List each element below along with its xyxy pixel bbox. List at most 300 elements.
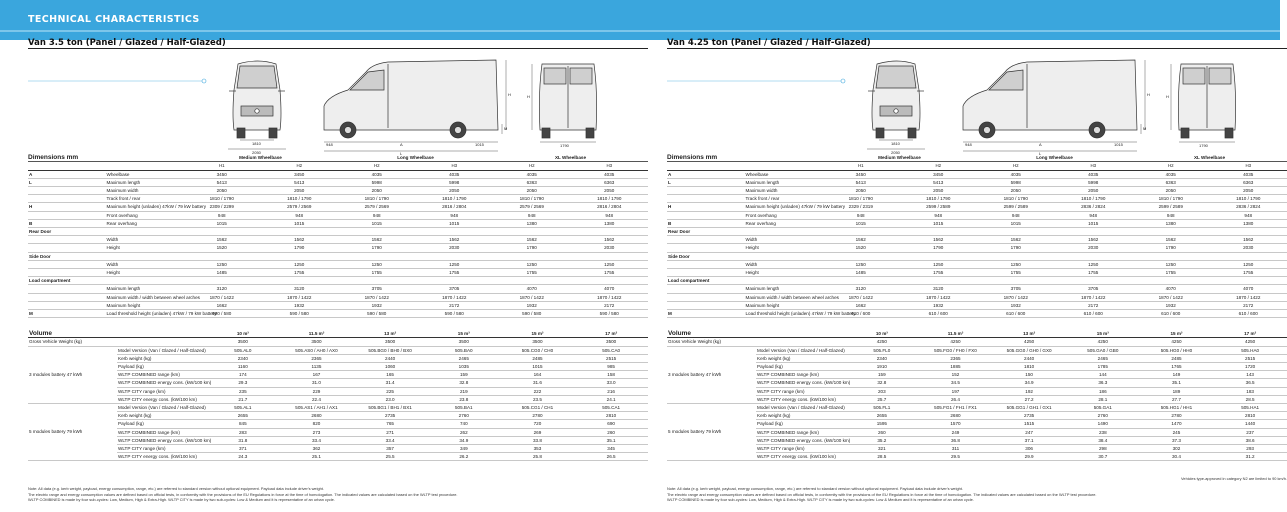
van-drawings <box>28 54 648 154</box>
header-bar <box>0 0 1280 40</box>
table-row <box>28 428 648 436</box>
cell-value: 249 <box>919 428 993 436</box>
cell-value: 1662 <box>822 301 900 309</box>
cell-value: 1810 / 1790 <box>1210 195 1287 203</box>
table-row <box>28 211 648 219</box>
cell-value: 283 <box>206 428 280 436</box>
dim-track: 1810 <box>252 141 261 146</box>
cell-value: 948 <box>977 211 1055 219</box>
cell-value: 1755 <box>571 268 649 276</box>
cell-value: 948 <box>822 211 900 219</box>
cell-value: 1250 <box>183 260 261 268</box>
cell-value: 505.HG0 / HH0 <box>1140 346 1214 354</box>
cell-value: 1810 / 1790 <box>261 195 339 203</box>
cell-value: 216 <box>574 387 648 395</box>
cell-value: 505.AL0 <box>206 346 280 354</box>
cell-value: 28.1 <box>1066 395 1140 403</box>
row-key: A <box>667 170 745 178</box>
dim-height: H <box>508 92 511 97</box>
cell-value: 505.BA1 <box>427 403 501 411</box>
cell-value: 25.1 <box>280 453 354 461</box>
cell-value: 1250 <box>493 260 571 268</box>
cell-value: 4035 <box>1210 170 1287 178</box>
note-line: The electric range and energy consumption values are defined based on official tests, in conformity with the provisions of the EU Regulations in force at the time of homologation. The indicated values are calculated based on the WLTP test procedure. <box>28 491 458 497</box>
height-col: H1 <box>822 162 900 170</box>
volume-col: 17 m³ <box>1213 330 1287 338</box>
cell-value: 1485 <box>183 268 261 276</box>
cell-value: 765 <box>353 420 427 428</box>
cell-value: 2050 <box>1055 186 1133 194</box>
cell-value: 3705 <box>977 285 1055 293</box>
cell-value: 1250 <box>416 260 494 268</box>
cell-value: 505.CG0 / CH0 <box>501 346 575 354</box>
blank-cell <box>667 162 745 170</box>
note-line: The electric range and energy consumption values are defined based on official tests, in conformity with the provisions of the EU Regulations in force at the time of homologation. The indicated values are calculated based on the WLTP test procedure. <box>667 491 1097 497</box>
cell-value: 5998 <box>338 178 416 186</box>
cell-value: 1470 <box>1140 420 1214 428</box>
cell-value: 505.GG1 / GH1 / GX1 <box>992 403 1066 411</box>
table-row <box>28 178 648 186</box>
cell-value: 5413 <box>822 178 900 186</box>
table-row <box>667 354 1287 362</box>
cell-value: 2050 <box>977 186 1055 194</box>
cell-value: 720 <box>501 420 575 428</box>
height-col: H2 <box>261 162 339 170</box>
cell-value: 1662 <box>183 301 261 309</box>
table-row <box>28 285 648 293</box>
section-row <box>28 227 648 235</box>
cell-value: 1520 <box>822 244 900 252</box>
cell-value: 302 <box>1140 444 1214 452</box>
height-col: H2 <box>338 162 416 170</box>
row-label: WLTP COMBINED range (km) <box>117 371 206 379</box>
cell-value: 262 <box>427 428 501 436</box>
dim-width: 2050 <box>252 150 261 155</box>
cell-value: 1015 <box>900 219 978 227</box>
table-row <box>28 453 648 461</box>
cell-value: 3450 <box>183 170 261 178</box>
cell-value: 505.HG1 / HH1 <box>1140 403 1214 411</box>
row-label: Model Version (Van / Glazed / Half-Glazed) <box>757 347 845 353</box>
dim-rear-h: H <box>527 94 530 99</box>
cell-value: 4070 <box>571 285 649 293</box>
cell-value: 2050 <box>1210 186 1287 194</box>
cell-value: 505.AS1 / AH1 / AX1 <box>280 403 354 411</box>
cell-value: 3120 <box>183 285 261 293</box>
row-label: WLTP CITY range (km) <box>117 444 206 452</box>
cell-value: 590 / 580 <box>338 309 416 317</box>
row-label: Maximum length <box>106 178 184 186</box>
table-row <box>28 436 648 444</box>
row-label: Width <box>106 260 184 268</box>
section-title: Van 3.5 ton (Panel / Glazed / Half-Glazed) <box>28 38 226 48</box>
row-key <box>28 268 106 276</box>
cell-value: 1755 <box>493 268 571 276</box>
row-label: Model Version (Van / Glazed / Half-Glazed) <box>118 347 206 353</box>
cell-value: 1785 <box>1066 362 1140 370</box>
height-col: H2 <box>977 162 1055 170</box>
cell-value: 610 / 600 <box>900 309 978 317</box>
cell-value: 1765 <box>1140 362 1214 370</box>
cell-value: 610 / 600 <box>977 309 1055 317</box>
cell-value: 1250 <box>822 260 900 268</box>
row-label: WLTP CITY energy cons. (kW/100 km) <box>756 395 845 403</box>
cell-value: 948 <box>261 211 339 219</box>
cell-value: 273 <box>280 428 354 436</box>
cell-value: 189 <box>1140 387 1214 395</box>
cell-value: 3450 <box>822 170 900 178</box>
cell-value: 2050 <box>571 186 649 194</box>
cell-value: 6363 <box>571 178 649 186</box>
row-label: WLTP COMBINED energy cons. (kW/100 km) <box>118 437 212 443</box>
wheelbase-group: Long Wheelbase <box>338 154 493 162</box>
dim-rear-width: 1790 <box>1199 143 1208 148</box>
dimensions-title: Dimensions mm <box>28 154 183 162</box>
cell-value: 2030 <box>1055 244 1133 252</box>
header-row <box>667 330 1287 338</box>
van-front-view <box>229 61 285 138</box>
cell-value: 2579 / 2569 <box>261 203 339 211</box>
cell-value: 985 <box>574 362 648 370</box>
cell-value: 1562 <box>1132 236 1210 244</box>
cell-value: 167 <box>280 371 354 379</box>
cell-value: 948 <box>571 211 649 219</box>
volume-table <box>28 330 648 461</box>
cell-value: 245 <box>1140 428 1214 436</box>
row-label: Load threshold height (unladen) 47kW / 79 kW battery <box>106 310 217 316</box>
cell-value: 28.5 <box>1213 395 1287 403</box>
table-row <box>28 309 648 317</box>
cell-value: 505.GG0 / GH0 / GX0 <box>992 346 1066 354</box>
cell-value: 2599 / 2589 <box>900 203 978 211</box>
table-row <box>667 428 1287 436</box>
table-row <box>667 387 1287 395</box>
van-front-view <box>868 61 924 138</box>
row-label: Front overhang <box>106 211 184 219</box>
cell-value: 1015 <box>1055 219 1133 227</box>
row-key <box>667 186 745 194</box>
row-key: L <box>667 178 745 186</box>
table-row <box>28 420 648 428</box>
cell-value: 165 <box>353 371 427 379</box>
table-row <box>28 195 648 203</box>
row-label: Maximum height <box>106 301 184 309</box>
dimensions-table <box>667 154 1287 318</box>
cell-value: 293 <box>1213 444 1287 452</box>
cell-value: 31.2 <box>1213 453 1287 461</box>
cell-value: 1870 / 1422 <box>493 293 571 301</box>
cell-value: 505.FL1 <box>845 403 919 411</box>
section-row <box>667 227 1287 235</box>
section-label: Rear Door <box>667 227 1287 235</box>
cell-value: 2050 <box>493 186 571 194</box>
cell-value: 164 <box>501 371 575 379</box>
cell-value: 6363 <box>1210 178 1287 186</box>
cell-value: 2172 <box>571 301 649 309</box>
cell-value: 1562 <box>1210 236 1287 244</box>
cell-value: 4070 <box>493 285 571 293</box>
cell-value: 505.HA0 <box>1213 346 1287 354</box>
cell-value: 1380 <box>1132 219 1210 227</box>
cell-value: 1720 <box>1213 362 1287 370</box>
row-label: Maximum width / width between wheel arches <box>106 294 200 300</box>
cell-value: 1870 / 1422 <box>1210 293 1287 301</box>
row-key <box>667 293 745 301</box>
cell-value: 3705 <box>1055 285 1133 293</box>
cell-value: 1250 <box>338 260 416 268</box>
cell-value: 34.9 <box>427 436 501 444</box>
row-label: Height <box>106 244 184 252</box>
cell-value: 948 <box>1210 211 1287 219</box>
cell-value: 2030 <box>416 244 494 252</box>
cell-value: 1562 <box>900 236 978 244</box>
cell-value: 505.GA1 <box>1066 403 1140 411</box>
cell-value: 222 <box>501 387 575 395</box>
table-row <box>667 453 1287 461</box>
cell-value: 2485 <box>501 354 575 362</box>
cell-value: 1870 / 1422 <box>338 293 416 301</box>
cell-value: 1250 <box>977 260 1055 268</box>
cell-value: 1870 / 1422 <box>183 293 261 301</box>
row-label: WLTP CITY range (km) <box>756 444 845 452</box>
cell-value: 31.0 <box>280 379 354 387</box>
row-key <box>28 285 106 293</box>
dimensions-grid <box>667 154 1287 318</box>
cell-value: 2655 <box>206 412 280 420</box>
row-key: M <box>667 309 745 317</box>
cell-value: 590 / 580 <box>183 309 261 317</box>
table-row <box>667 362 1287 370</box>
cell-value: 3500 <box>501 338 575 346</box>
dim-front-overhang: 948 <box>965 142 972 147</box>
volume-col: 11.5 m³ <box>919 330 993 338</box>
cell-value: 33.4 <box>280 436 354 444</box>
row-key <box>667 268 745 276</box>
cell-value: 610 / 600 <box>1055 309 1133 317</box>
cell-value: 1932 <box>900 301 978 309</box>
cell-value: 34.9 <box>992 379 1066 387</box>
dim-track: 1810 <box>891 141 900 146</box>
right-section <box>667 40 1287 512</box>
row-label: WLTP COMBINED range (km) <box>756 428 845 436</box>
wheelbase-group: XL Wheelbase <box>1132 154 1287 162</box>
cell-value: 2810 <box>574 412 648 420</box>
cell-value: 2515 <box>1213 354 1287 362</box>
gvw-row <box>667 338 1287 346</box>
row-label: Front overhang <box>745 211 823 219</box>
table-row <box>667 436 1287 444</box>
cell-value: 1015 <box>338 219 416 227</box>
cell-value: 2309 / 2299 <box>183 203 261 211</box>
row-label: Rear overhang <box>106 219 184 227</box>
cell-value: 150 <box>992 371 1066 379</box>
volume-col: 13 m³ <box>353 330 427 338</box>
cell-value: 948 <box>183 211 261 219</box>
table-row <box>667 395 1287 403</box>
dimensions-title: Dimensions mm <box>667 154 822 162</box>
battery-group: 5 modules battery 79 kWh <box>28 403 117 460</box>
cell-value: 948 <box>416 211 494 219</box>
cell-value: 33.4 <box>353 436 427 444</box>
cell-value: 2599 / 2589 <box>977 203 1055 211</box>
dim-front-overhang: 948 <box>326 142 333 147</box>
table-row <box>667 186 1287 194</box>
table-row <box>667 195 1287 203</box>
table-row <box>667 211 1287 219</box>
cell-value: 1380 <box>493 219 571 227</box>
cell-value: 1870 / 1422 <box>900 293 978 301</box>
row-label: WLTP COMBINED energy cons. (kW/100 km) <box>757 380 851 386</box>
section-label: Load compartment <box>28 277 648 285</box>
cell-value: 590 / 580 <box>571 309 649 317</box>
cell-value: 3120 <box>900 285 978 293</box>
cell-value: 1015 <box>501 362 575 370</box>
cell-value: 4250 <box>1140 338 1214 346</box>
cell-value: 1810 / 1790 <box>571 195 649 203</box>
dim-length: L <box>400 151 403 156</box>
dim-step: M <box>504 126 508 131</box>
cell-value: 1160 <box>206 362 280 370</box>
cell-value: 260 <box>574 428 648 436</box>
table-row <box>667 444 1287 452</box>
table-row <box>667 379 1287 387</box>
battery-group: 3 modules battery 47 kWh <box>667 346 756 403</box>
cell-value: 3705 <box>338 285 416 293</box>
table-row <box>28 444 648 452</box>
cell-value: 2760 <box>1066 412 1140 420</box>
cell-value: 1595 <box>845 420 919 428</box>
section-row <box>28 252 648 260</box>
cell-value: 225 <box>353 387 427 395</box>
anchor-marker <box>667 79 845 83</box>
cell-value: 271 <box>353 428 427 436</box>
row-key <box>28 236 106 244</box>
table-row <box>28 236 648 244</box>
cell-value: 1060 <box>353 362 427 370</box>
dim-wheelbase: A <box>1039 142 1042 147</box>
row-label: WLTP CITY energy cons. (kW/100 km) <box>756 453 845 461</box>
row-label: Payload (kg) <box>117 362 206 370</box>
cell-value: 152 <box>919 371 993 379</box>
row-label: Maximum width <box>106 186 184 194</box>
table-row <box>28 379 648 387</box>
cell-value: 38.4 <box>1066 436 1140 444</box>
cell-value: 1810 / 1790 <box>822 195 900 203</box>
table-row <box>667 268 1287 276</box>
cell-value: 590 / 580 <box>261 309 339 317</box>
cell-value: 1932 <box>1132 301 1210 309</box>
row-label: WLTP CITY energy cons. (kW/100 km) <box>117 395 206 403</box>
row-key <box>667 195 745 203</box>
cell-value: 2485 <box>1140 354 1214 362</box>
cell-value: 5998 <box>416 178 494 186</box>
table-row <box>28 346 648 354</box>
row-label: Kerb weight (kg) <box>117 412 206 420</box>
cell-value: 25.7 <box>845 395 919 403</box>
cell-value: 229 <box>280 387 354 395</box>
subheader-row <box>667 162 1287 170</box>
cell-value: 1570 <box>919 420 993 428</box>
cell-value: 5998 <box>1055 178 1133 186</box>
row-label: Maximum height (unladen) 47kW / 79 kW battery <box>745 204 846 210</box>
cell-value: 3500 <box>280 338 354 346</box>
cell-value: 1810 / 1790 <box>977 195 1055 203</box>
cell-value: 505.BA0 <box>427 346 501 354</box>
cell-value: 2050 <box>822 186 900 194</box>
dimensions-grid <box>28 154 648 318</box>
cell-value: 1440 <box>1213 420 1287 428</box>
cell-value: 4035 <box>1132 170 1210 178</box>
row-label: Track front / rear <box>106 195 184 203</box>
cell-value: 345 <box>574 444 648 452</box>
cell-value: 37.1 <box>992 436 1066 444</box>
table-row <box>28 371 648 379</box>
cell-value: 1755 <box>338 268 416 276</box>
cell-value: 845 <box>206 420 280 428</box>
cell-value: 23.5 <box>501 395 575 403</box>
cell-value: 349 <box>427 444 501 452</box>
table-row <box>28 354 648 362</box>
cell-value: 505.CA1 <box>574 403 648 411</box>
row-label: WLTP CITY range (km) <box>756 387 845 395</box>
height-col: H2 <box>493 162 571 170</box>
row-label: Gross Vehicle Weight (kg) <box>667 338 845 346</box>
cell-value: 27.2 <box>992 395 1066 403</box>
blank-cell <box>28 162 106 170</box>
cell-value: 158 <box>574 371 648 379</box>
row-label: Maximum height (unladen) 47kW / 79 kW battery <box>106 204 207 210</box>
volume-table <box>667 330 1287 461</box>
cell-value: 29.3 <box>206 379 280 387</box>
section-row <box>28 277 648 285</box>
section-label: Side Door <box>28 252 648 260</box>
cell-value: 2440 <box>992 354 1066 362</box>
cell-value: 2050 <box>261 186 339 194</box>
wheelbase-group: Medium Wheelbase <box>183 154 338 162</box>
table-row <box>28 293 648 301</box>
cell-value: 26.5 <box>574 453 648 461</box>
cell-value: 219 <box>427 387 501 395</box>
row-label: WLTP CITY range (km) <box>117 387 206 395</box>
cell-value: 3500 <box>427 338 501 346</box>
cell-value: 35.2 <box>845 436 919 444</box>
table-row <box>667 403 1287 411</box>
van-drawing-svg <box>28 54 648 154</box>
row-label: Model Version (Van / Glazed / Half-Glazed) <box>118 404 206 410</box>
cell-value: 505.FG1 / FH1 / FX1 <box>919 403 993 411</box>
dim-rear-overhang: 1015 <box>1114 142 1123 147</box>
cell-value: 1810 / 1790 <box>338 195 416 203</box>
cell-value: 1790 <box>900 244 978 252</box>
row-label: Width <box>745 236 823 244</box>
height-col: H3 <box>1055 162 1133 170</box>
table-row <box>28 395 648 403</box>
row-label: Kerb weight (kg) <box>756 354 845 362</box>
volume-title: Volume <box>667 330 845 338</box>
cell-value: 1755 <box>1055 268 1133 276</box>
cell-value: 26.2 <box>427 453 501 461</box>
cell-value: 1870 / 1422 <box>261 293 339 301</box>
note-line: WLTP COMBINED is made by four sub-cycles: Low, Medium, High & Extra-High. WLTP CITY is made by two sub-cycles: Low & Medium and it is representative of an urban cycle. <box>28 497 335 502</box>
table-row <box>667 203 1287 211</box>
height-col: H3 <box>1210 162 1287 170</box>
cell-value: 237 <box>1213 428 1287 436</box>
cell-value: 948 <box>1055 211 1133 219</box>
section-title: Van 4.25 ton (Panel / Glazed / Half-Glazed) <box>667 38 871 48</box>
table-row <box>28 260 648 268</box>
header-row <box>28 330 648 338</box>
cell-value: 1885 <box>919 362 993 370</box>
